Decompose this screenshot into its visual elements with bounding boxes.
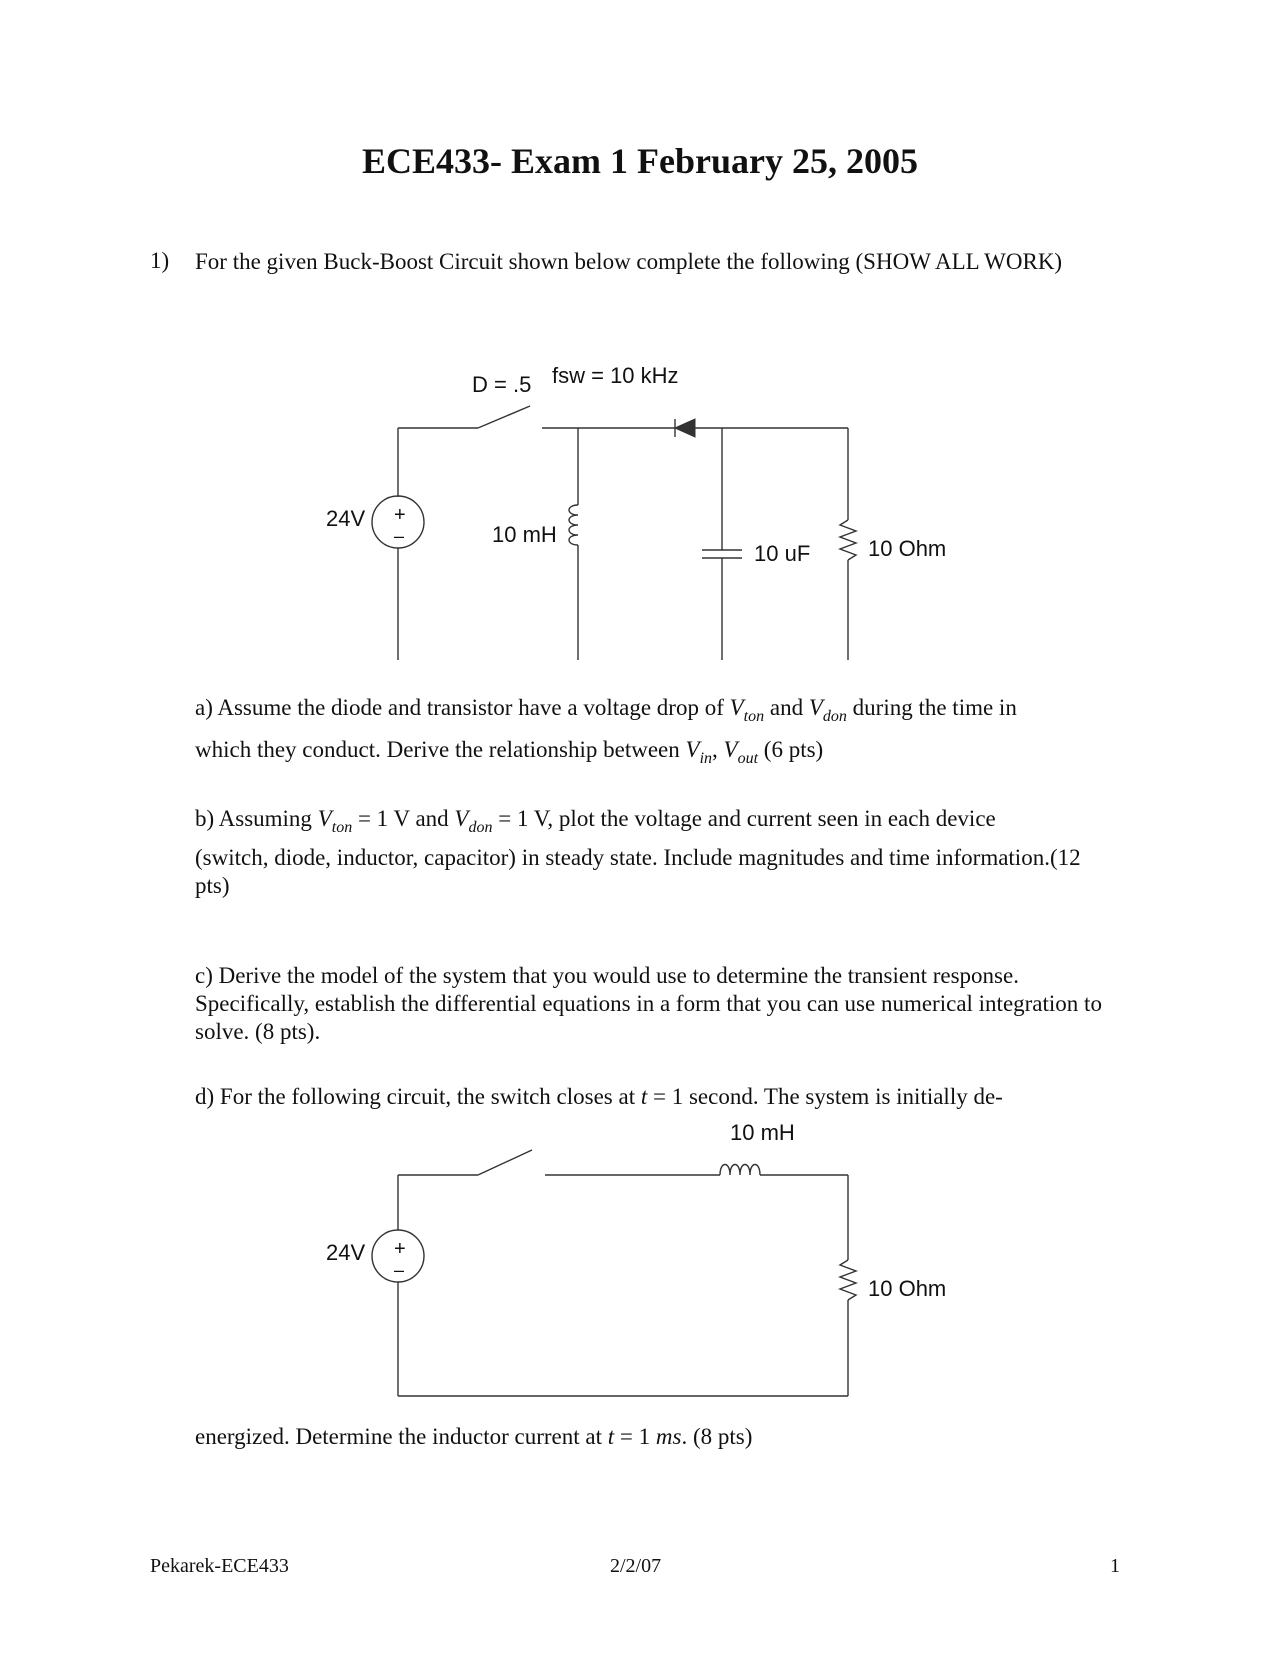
source2-voltage-label: 24V (326, 1240, 366, 1265)
part-b-line-1: b) Assuming $V_{ton} = 1$ V and $V_{don} = 1$ V, plot the voltage and current seen in each device (195, 806, 996, 836)
capacitor-label: 10 uF (754, 541, 811, 566)
resistor2-label: 10 Ohm (868, 1276, 947, 1301)
switching-frequency-label: fsw = 10 kHz (552, 363, 679, 388)
source-voltage-label: 24V (326, 506, 366, 531)
footer-author: Pekarek-ECE433 (150, 1555, 289, 1577)
part-b-continued: (switch, diode, inductor, capacitor) in steady state. Include magnitudes and time information.(12 pts) (195, 845, 1081, 898)
switch2-blade (478, 1150, 532, 1175)
source2-plus-sign: + (394, 1238, 406, 1260)
source-minus-sign: – (394, 526, 405, 546)
inductor2-coil (720, 1165, 760, 1176)
question-number: 1) (150, 248, 170, 273)
part-d-line-2: energized. Determine the inductor current at t = 1 ms. (8 pts) (195, 1424, 753, 1449)
inductor-label: 10 mH (492, 522, 557, 547)
part-a-line-1: a) Assume the diode and transistor have a voltage drop of $V_{ton}$ and $V_{don}$ during the time in (195, 695, 1017, 725)
source-plus-sign: + (394, 504, 406, 526)
part-c-text: c) Derive the model of the system that you would use to determine the transient response. Specifically, establish the differential equations in a form that you can use numerical integration to solve. (8 pts). (195, 963, 1102, 1044)
page-number: 1 (1110, 1555, 1120, 1577)
part-d-line-1: d) For the following circuit, the switch closes at t = 1 second. The system is initially de- (195, 1084, 1003, 1109)
source2-minus-sign: – (394, 1260, 405, 1280)
duty-cycle-label: D = .5 (472, 372, 532, 397)
page-title: ECE433- Exam 1 February 25, 2005 (362, 141, 918, 181)
resistor-label: 10 Ohm (868, 536, 947, 561)
footer-date: 2/2/07 (610, 1555, 662, 1577)
question-intro: For the given Buck-Boost Circuit shown below complete the following (SHOW ALL WORK) (195, 249, 1063, 274)
inductor2-label: 10 mH (730, 1120, 795, 1145)
part-a-line-2: which they conduct. Derive the relationship between $V_{in}$, $V_{out}$ (6 pts) (195, 737, 824, 767)
resistor2-zigzag (840, 1260, 856, 1300)
